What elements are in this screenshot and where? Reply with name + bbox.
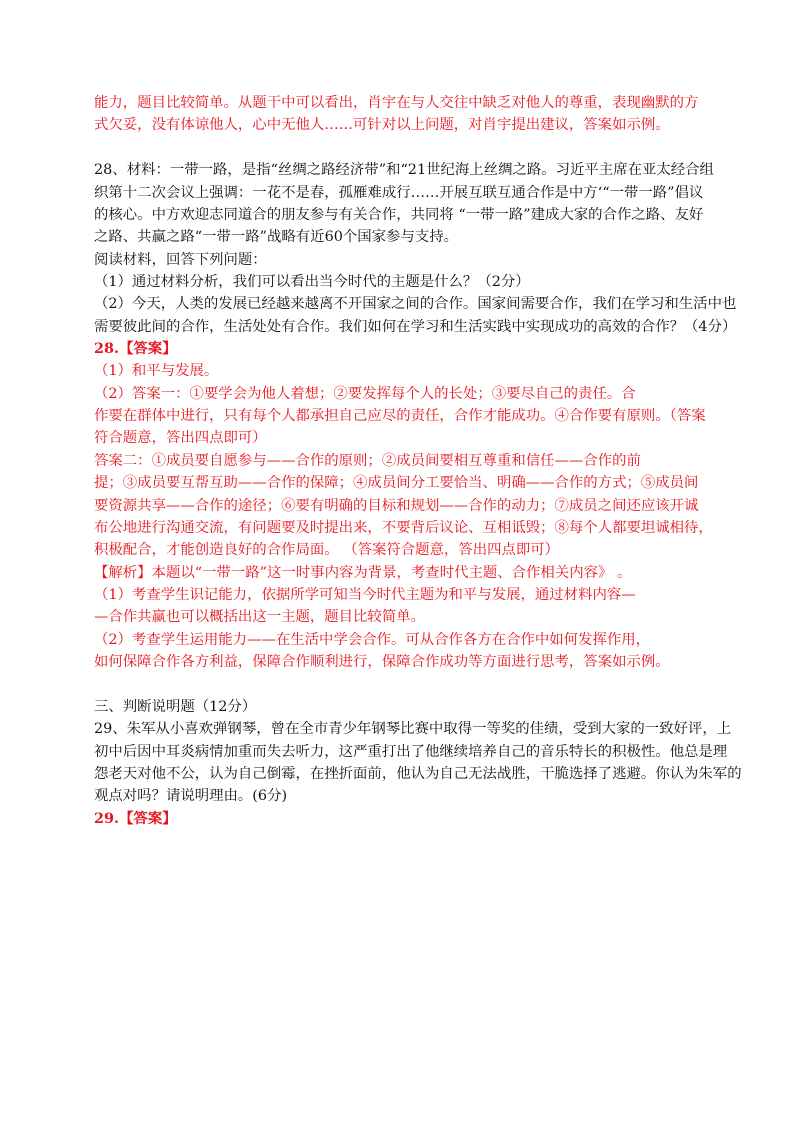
q28-material-line-1: 28、材料：一带一路，是指“丝绸之路经济带”和“21世纪海上丝绸之路。习近平主席在亚太经合组 <box>94 162 714 178</box>
q29-answer-heading: 29.【答案】 <box>94 810 177 827</box>
q28-answer-2-line-3: 符合题意，答出四点即可） <box>94 430 267 446</box>
prev-analysis-line-2: 式欠妥，没有体谅他人，心中无他人……可针对以上问题，对肖宇提出建议，答案如示例。 <box>94 117 670 133</box>
q28-part1: （1）通过材料分析，我们可以看出当今时代的主题是什么？（2分） <box>94 274 530 290</box>
q28-analysis-2-line-1: （2）考查学生运用能力——在生活中学会合作。可从合作各方在合作中如何发挥作用， <box>94 632 651 648</box>
q29-line-1: 29、朱军从小喜欢弹钢琴，曾在全市青少年钢琴比赛中取得一等奖的佳绩，受到大家的一致好评，上 <box>94 721 732 737</box>
prev-analysis-line-1: 能力，题目比较简单。从题干中可以看出，肖宇在与人交往中缺乏对他人的尊重，表现幽默的方 <box>94 95 699 111</box>
q28-material-line-2: 织第十二次会议上强调：一花不是春，孤雁难成行……开展互联互通合作是中方‘“一带一路”倡议 <box>94 185 704 201</box>
q28-analysis-2-line-2: 如何保障合作各方利益，保障合作顺利进行，保障合作成功等方面进行思考，答案如示例。 <box>94 654 670 670</box>
q28-material-line-4: 之路、共赢之路“一带一路”战略有近60个国家参与支持。 <box>94 229 459 245</box>
q28-part2-line-2: 需要彼此间的合作，生活处处有合作。我们如何在学习和生活实践中实现成功的高效的合作？（4分） <box>94 319 737 335</box>
q28-part2-line-1: （2）今天，人类的发展已经越来越离不开国家之间的合作。国家间需要合作，我们在学习和生活中也 <box>94 296 737 312</box>
q28-answer-heading: 28.【答案】 <box>94 340 177 357</box>
q28-answer-alt-line-1: 答案二：①成员要自愿参与——合作的原则；②成员间要相互尊重和信任——合作的前 <box>94 453 641 469</box>
q28-answer-alt-line-5: 积极配合，才能创造良好的合作局面。 （答案符合题意，答出四点即可） <box>94 542 560 558</box>
q28-analysis-1-line-2: —合作共赢也可以概括出这一主题，题目比较简单。 <box>94 609 425 625</box>
q28-answer-1: （1）和平与发展。 <box>94 363 219 379</box>
q28-analysis-1-line-1: （1）考查学生识记能力，依据所学可知当今时代主题为和平与发展，通过材料内容— <box>94 587 636 603</box>
q28-answer-2-line-1: （2）答案一：①要学会为他人着想；②要发挥每个人的长处；③要尽自己的责任。合 <box>94 386 636 402</box>
q28-answer-alt-line-4: 布公地进行沟通交流，有问题要及时提出来，不要背后议论、互相诋毁；⑧每个人都要坦诚相待， <box>94 520 713 536</box>
q29-line-3: 怨老天对他不公，认为自己倒霉，在挫折面前，他认为自己无法战胜，干脆选择了逃避。你认为朱军的 <box>94 766 742 782</box>
q28-answer-alt-line-2: 提；③成员要互帮互助——合作的保障；④成员间分工要恰当、明确——合作的方式；⑤成员间 <box>94 475 699 491</box>
q28-material-line-3: 的核心。中方欢迎志同道合的朋友参与有关合作，共同将 “一带一路”建成大家的合作之路、友好 <box>94 207 704 223</box>
q29-line-2: 初中后因中耳炎病情加重而失去听力，这严重打出了他继续培养自己的音乐特长的积极性。他总是理 <box>94 744 728 760</box>
q28-answer-alt-line-3: 要资源共享——合作的途径；⑥要有明确的目标和规划——合作的动力；⑦成员之间还应该开诚 <box>94 498 699 514</box>
q28-instruction: 阅读材料，回答下列问题： <box>94 252 267 268</box>
q29-line-4: 观点对吗？请说明理由。(6分) <box>94 788 288 804</box>
q28-analysis-heading: 【解析】本题以“一带一路”这一时事内容为背景，考查时代主题、合作相关内容》 。 <box>94 565 632 581</box>
section-3-heading: 三、判断说明题（12分） <box>94 699 257 715</box>
q28-answer-2-line-2: 作要在群体中进行，只有每个人都承担自己应尽的责任，合作才能成功。④合作要有原则。（答案 <box>94 408 706 424</box>
